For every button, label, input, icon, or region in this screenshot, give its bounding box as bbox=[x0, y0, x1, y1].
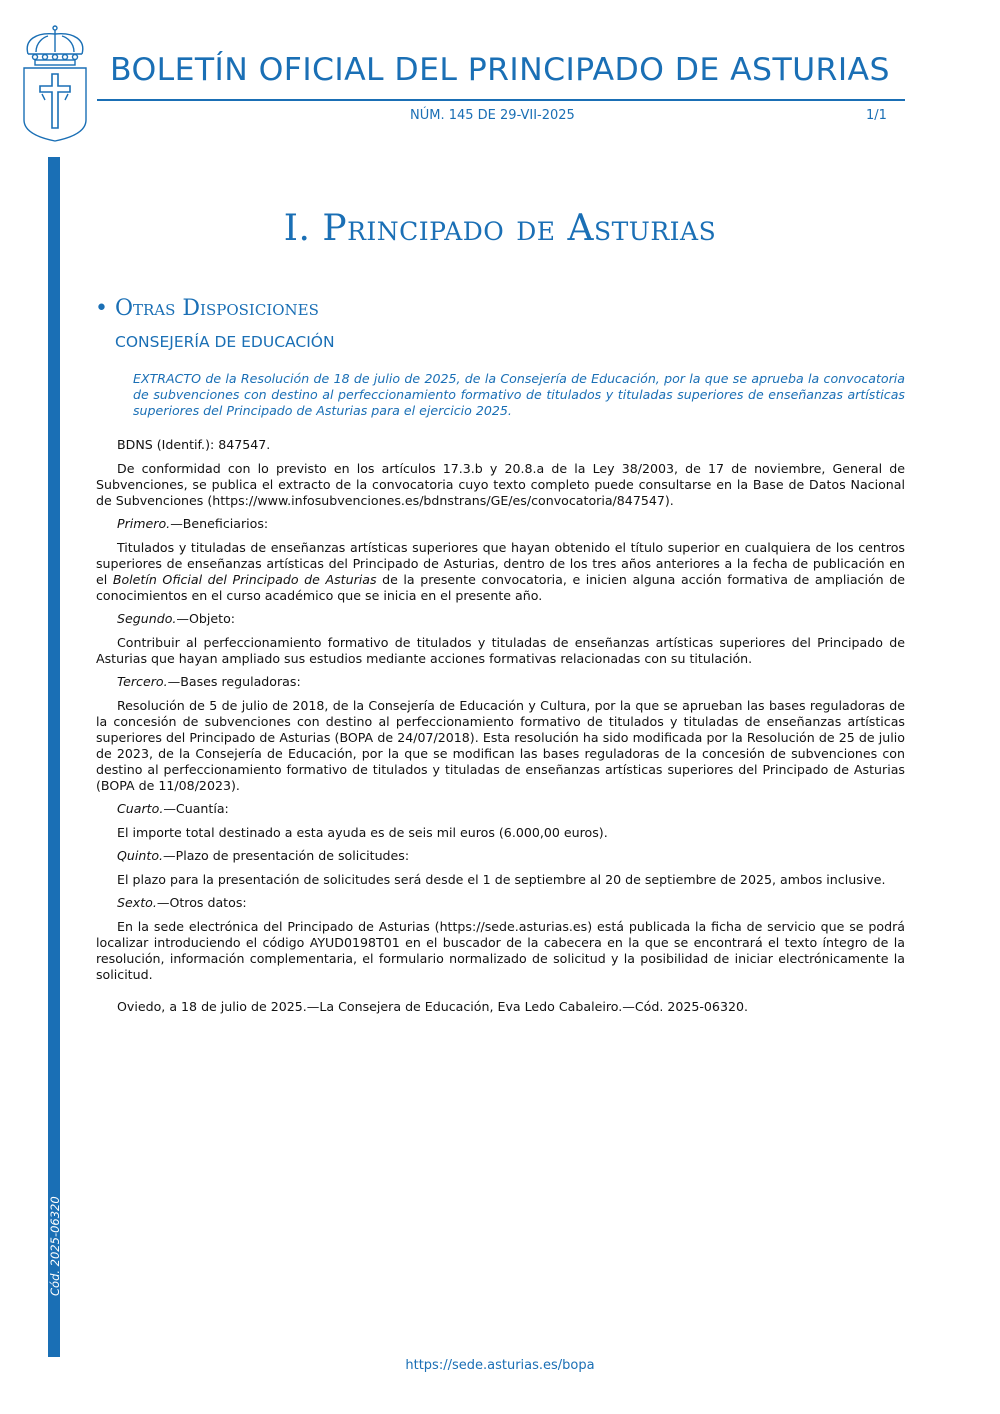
extract-summary: EXTRACTO de la Resolución de 18 de julio de 2025, de la Consejería de Educación, por la que se aprueba la convocatoria de subvenciones con destino al perfeccionamiento formativo de titulados y tituladas superiores de enseñanzas artísticas superiores del Principado de Asturias para el ejercicio 2025. bbox=[133, 371, 905, 418]
bulletin-title: BOLETÍN OFICIAL DEL PRINCIPADO DE ASTURIAS bbox=[110, 52, 890, 88]
asturias-coat-of-arms-logo bbox=[22, 24, 88, 144]
page-number: 1/1 bbox=[866, 108, 887, 123]
paragraph-quinto: El plazo para la presentación de solicitudes será desde el 1 de septiembre al 20 de septiembre de 2025, ambos inclusive. bbox=[117, 871, 886, 887]
side-bar bbox=[48, 157, 60, 1357]
heading-segundo: Segundo.—Objeto: bbox=[117, 611, 236, 626]
heading-cuarto: Cuarto.—Cuantía: bbox=[117, 801, 229, 816]
bdns-paragraph: BDNS (Identif.): 847547. bbox=[117, 437, 271, 452]
paragraph-cuarto: El importe total destinado a esta ayuda es de seis mil euros (6.000,00 euros). bbox=[117, 824, 608, 840]
paragraph-segundo: Contribuir al perfeccionamiento formativo de titulados y tituladas de enseñanzas artísticas superiores del Principado de Asturias que hayan ampliado sus estudios mediante acciones formativas relacionadas con su titulación. bbox=[96, 634, 905, 666]
intro-paragraph: De conformidad con lo previsto en los artículos 17.3.b y 20.8.a de la Ley 38/2003, de 17 de noviembre, General de Subvenciones, se publica el extracto de la convocatoria cuyo texto completo puede consultarse en la Base de Datos Nacional de Subvenciones (https://www.infosubvenciones.es/bdnstrans/GE/es/convocatoria/847547). bbox=[96, 460, 905, 508]
heading-sexto: Sexto.—Otros datos: bbox=[117, 895, 247, 910]
paragraph-primero: Titulados y tituladas de enseñanzas artísticas superiores que hayan obtenido el título superior en cualquiera de los centros superiores de enseñanzas artísticas del Principado de Asturias, dentro de los tres años anteriores a la fecha de publicación en el Boletín Oficial del Principado de Asturias de la presente convocatoria, e inicien alguna acción formativa de ampliación de conocimientos en el curso académico que se inicia en el presente año. bbox=[96, 539, 905, 603]
heading-primero: Primero.—Beneficiarios: bbox=[117, 516, 269, 531]
header-divider bbox=[97, 99, 905, 101]
heading-tercero: Tercero.—Bases reguladoras: bbox=[117, 674, 301, 689]
heading-quinto: Quinto.—Plazo de presentación de solicitudes: bbox=[117, 848, 410, 863]
footer-link[interactable]: https://sede.asturias.es/bopa bbox=[405, 1358, 595, 1373]
section-title: I. Principado de Asturias bbox=[283, 208, 717, 249]
document-body bbox=[96, 437, 905, 1022]
subsection-title: • Otras Disposiciones bbox=[95, 296, 319, 321]
paragraph-sexto: En la sede electrónica del Principado de Asturias (https://sede.asturias.es) está publicada la ficha de servicio que se podrá localizar introduciendo el código AYUD0198T01 en el buscador de la cabecera en la que se encontrará el texto íntegro de la resolución, información complementaria, el formulario normalizado de solicitud y la posibilidad de iniciar electrónicamente la solicitud. bbox=[96, 918, 905, 982]
signature-line: Oviedo, a 18 de julio de 2025.—La Consejera de Educación, Eva Ledo Cabaleiro.—Cód. 2025-06320. bbox=[117, 998, 748, 1014]
side-code: Cód. 2025-06320 bbox=[48, 1196, 62, 1296]
department-title: CONSEJERÍA DE EDUCACIÓN bbox=[115, 333, 335, 351]
paragraph-tercero: Resolución de 5 de julio de 2018, de la Consejería de Educación y Cultura, por la que se aprueban las bases reguladoras de la concesión de subvenciones con destino al perfeccionamiento formativo de titulados y tituladas de enseñanzas artísticas superiores del Principado de Asturias (BOPA de 24/07/2018). Esta resolución ha sido modificada por la Resolución de 25 de julio de 2023, de la Consejería de Educación, por la que se modifican las bases reguladoras de la concesión de subvenciones con destino al perfeccionamiento formativo de titulados y tituladas de enseñanzas artísticas superiores del Principado de Asturias (BOPA de 11/08/2023). bbox=[96, 697, 905, 793]
issue-number: NÚM. 145 DE 29-VII-2025 bbox=[410, 108, 575, 123]
